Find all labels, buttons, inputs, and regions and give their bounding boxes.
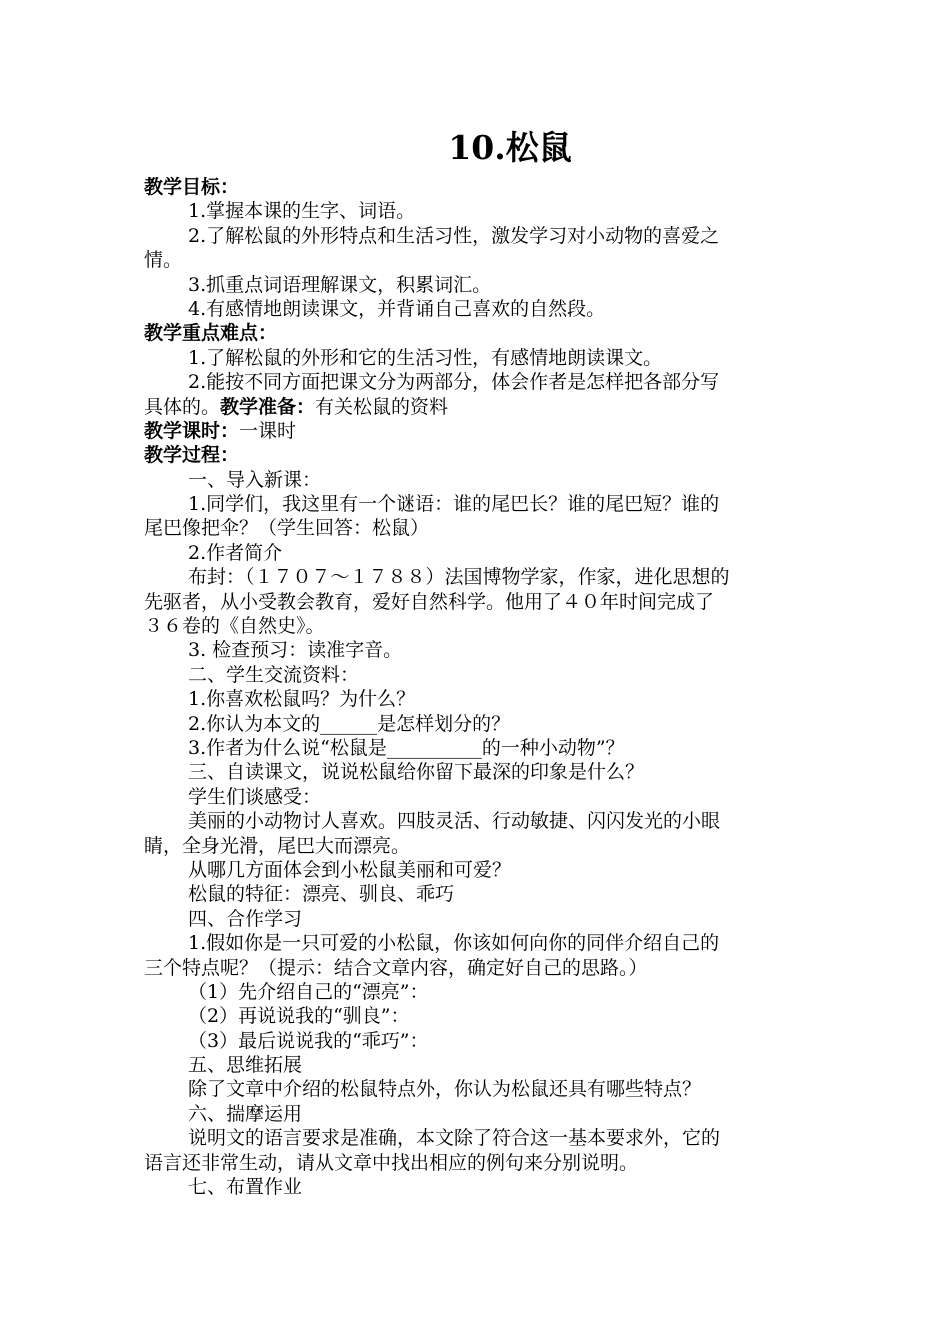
paragraph-line: 2.作者简介 <box>188 541 283 564</box>
paragraph-line: ３６卷的《自然史》。 <box>144 615 325 638</box>
paragraph-line: 三个特点呢？（提示：结合文章内容，确定好自己的思路。） <box>144 956 648 979</box>
inline-heading: 教学准备： <box>220 395 316 418</box>
paragraph-line: 四、合作学习 <box>188 907 303 930</box>
paragraph-line: （2）再说说我的“驯良”： <box>188 1005 410 1028</box>
paragraph-line: （3）最后说说我的“乖巧”： <box>188 1029 429 1052</box>
paragraph-line: 睛，全身光滑，尾巴大而漂亮。 <box>144 834 411 857</box>
section-heading: 教学目标： <box>144 176 240 198</box>
section-heading: 教学重点难点： <box>144 322 278 345</box>
section-heading: 教学过程： <box>144 444 240 467</box>
paragraph-line: 1.假如你是一只可爱的小松鼠，你该如何向你的同伴介绍自己的 <box>188 932 720 955</box>
paragraph-line: 除了文章中介绍的松鼠特点外，你认为松鼠还具有哪些特点？ <box>188 1078 702 1101</box>
paragraph-line: 语言还非常生动，请从文章中找出相应的例句来分别说明。 <box>144 1151 639 1174</box>
paragraph-line: 尾巴像把伞？（学生回答：松鼠） <box>144 517 430 540</box>
paragraph-line: 二、学生交流资料： <box>188 663 360 686</box>
paragraph-line: 说明文的语言要求是准确，本文除了符合这一基本要求外，它的 <box>188 1127 721 1150</box>
paragraph-line: 松鼠的特征：漂亮、驯良、乖巧 <box>188 883 455 906</box>
paragraph-line: 布封：（１７０７～１７８８）法国博物学家，作家，进化思想的 <box>188 566 730 589</box>
paragraph-line: 七、布置作业 <box>188 1176 303 1199</box>
line-text: 有关松鼠的资料 <box>315 395 449 418</box>
paragraph-line: 从哪几方面体会到小松鼠美丽和可爱？ <box>188 858 512 881</box>
paragraph-line: 1.掌握本课的生字、词语。 <box>188 200 416 223</box>
paragraph-line: 1.同学们，我这里有一个谜语：谁的尾巴长？谁的尾巴短？谁的 <box>188 493 720 516</box>
paragraph-line: 2.了解松鼠的外形特点和生活习性，激发学习对小动物的喜爱之 <box>188 224 720 247</box>
document-title: 10.松鼠 <box>448 128 572 167</box>
paragraph-line: 2.能按不同方面把课文分为两部分，体会作者是怎样把各部分写 <box>188 371 720 394</box>
paragraph-line: 美丽的小动物讨人喜欢。四肢灵活、行动敏捷、闪闪发光的小眼 <box>188 810 721 833</box>
paragraph-line: 先驱者，从小受教会教育，爱好自然科学。他用了４０年时间完成了 <box>144 590 715 613</box>
paragraph-line: 三、自读课文，说说松鼠给你留下最深的印象是什么？ <box>188 761 645 784</box>
document-body <box>144 175 806 1199</box>
paragraph-line: 五、思维拓展 <box>188 1054 303 1077</box>
paragraph-line: 六、揣摩运用 <box>188 1102 303 1125</box>
paragraph-line: 一、导入新课： <box>188 468 322 491</box>
paragraph-line <box>144 395 806 419</box>
line-text: 具体的。 <box>144 395 221 418</box>
paragraph-line: 1.你喜欢松鼠吗？为什么？ <box>188 688 416 711</box>
paragraph-line: 1.了解松鼠的外形和它的生活习性，有感情地朗读课文。 <box>188 346 663 369</box>
paragraph-line: 3.作者为什么说“松鼠是__________的一种小动物”？ <box>188 736 625 759</box>
inline-heading: 教学课时： <box>144 419 240 442</box>
paragraph-line <box>144 419 806 443</box>
paragraph-line: 学生们谈感受： <box>188 785 322 808</box>
line-text: 一课时 <box>239 419 297 442</box>
paragraph-line: （1）先介绍自己的“漂亮”： <box>188 980 429 1003</box>
paragraph-line: 3. 检查预习：读准字音。 <box>188 639 403 662</box>
paragraph-line: 4.有感情地朗读课文，并背诵自己喜欢的自然段。 <box>188 297 606 320</box>
paragraph-line: 2.你认为本文的______是怎样划分的？ <box>188 712 511 735</box>
paragraph-line: 3.抓重点词语理解课文，积累词汇。 <box>188 273 492 296</box>
paragraph-line: 情。 <box>144 249 183 272</box>
